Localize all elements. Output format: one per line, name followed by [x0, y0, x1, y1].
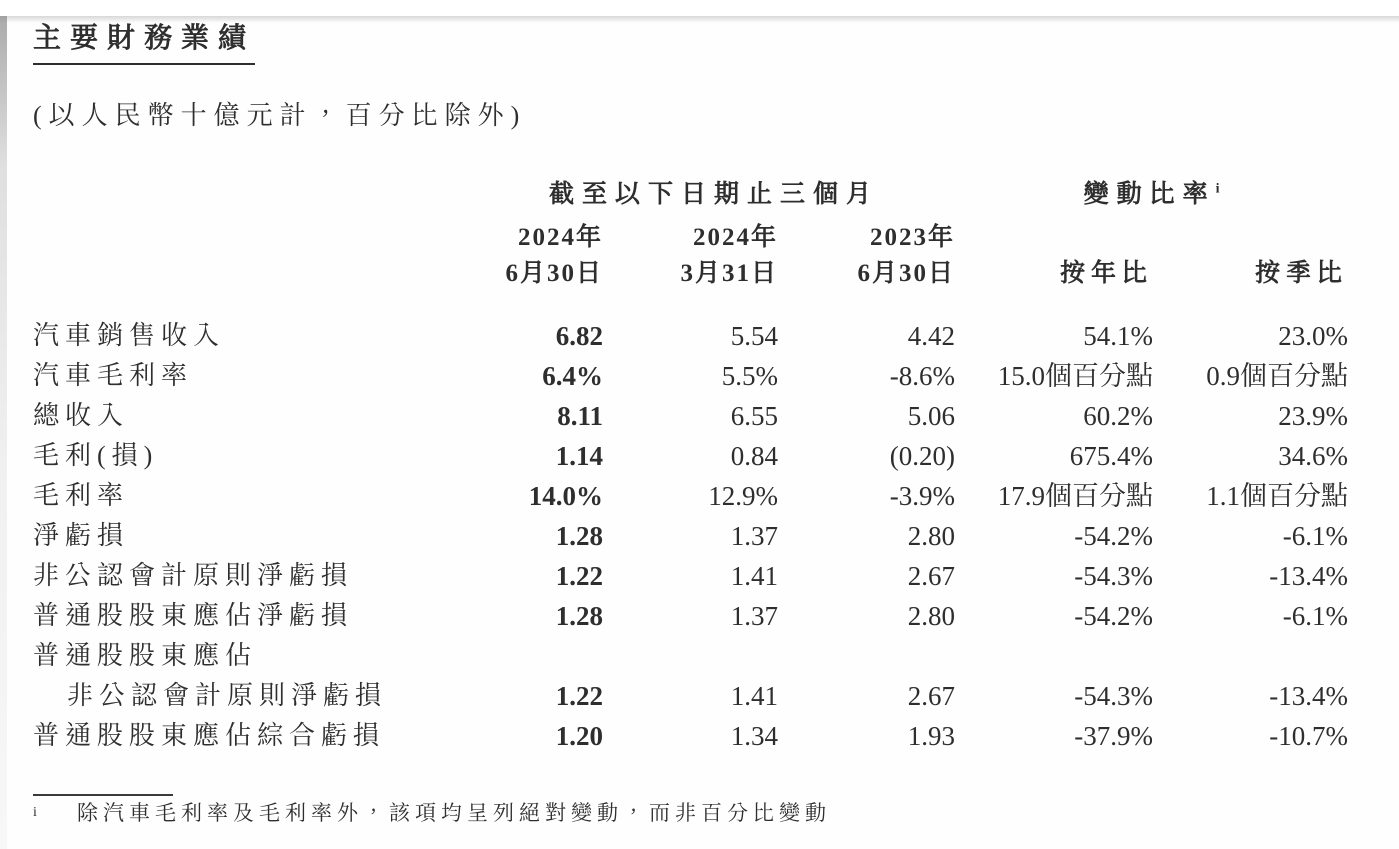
row-label: 淨虧損	[33, 521, 130, 550]
cell-prior-year: 1.93	[907, 721, 956, 751]
group-header-row	[33, 174, 1348, 210]
cell-yoy: 15.0個百分點	[997, 361, 1154, 391]
cell-prior-quarter: 1.41	[730, 561, 778, 591]
row-non-gaap-net-loss-to-ordinary-shareholders	[33, 676, 1348, 716]
page-edge-shadow-top	[0, 16, 1399, 23]
row-vehicle-sales-revenue	[33, 292, 1348, 356]
row-gross-margin	[33, 476, 1348, 516]
cell-yoy: -37.9%	[1074, 721, 1154, 751]
cell-yoy: 675.4%	[1069, 441, 1154, 471]
cell-prior-quarter: 1.34	[730, 721, 778, 751]
cell-qoq: 1.1個百分點	[1206, 481, 1349, 511]
cell-current: 1.22	[555, 681, 603, 711]
row-label: 普通股股東應佔	[33, 641, 258, 670]
cell-prior-year: 2.67	[907, 681, 956, 711]
row-label: 汽車毛利率	[33, 361, 194, 390]
cell-yoy: -54.3%	[1074, 561, 1154, 591]
cell-qoq: -6.1%	[1282, 601, 1349, 631]
page-title	[33, 16, 1399, 65]
cell-qoq: 23.9%	[1278, 401, 1349, 431]
cell-qoq: -13.4%	[1269, 681, 1349, 711]
cell-yoy: 54.1%	[1083, 321, 1154, 351]
cell-prior-quarter	[603, 636, 778, 676]
cell-yoy: 60.2%	[1083, 401, 1154, 431]
footnote-marker: i	[33, 805, 37, 820]
footnote-line	[33, 798, 1399, 828]
column-header-row	[33, 210, 1348, 292]
cell-current: 1.22	[555, 561, 603, 591]
cell-current: 6.4%	[542, 361, 603, 391]
cell-prior-quarter: 1.41	[730, 681, 778, 711]
cell-prior-year: 5.06	[907, 401, 956, 431]
change-group-header-text: 變動比率	[1083, 181, 1216, 208]
row-label: 非公認會計原則淨虧損	[67, 681, 388, 710]
cell-prior-year: -3.9%	[889, 481, 956, 511]
cell-qoq: 0.9個百分點	[1206, 361, 1349, 391]
period-group-header-text: 截至以下日期止三個月	[549, 181, 880, 208]
financial-results-table	[33, 174, 1348, 756]
cell-prior-year: 2.80	[907, 601, 956, 631]
cell-yoy: 17.9個百分點	[997, 481, 1154, 511]
cell-prior-year: (0.20)	[889, 441, 956, 471]
page-subtitle: (以人民幣十億元計，百分比除外)	[33, 101, 527, 130]
cell-current: 8.11	[557, 401, 603, 431]
cell-prior-year: 2.67	[907, 561, 956, 591]
row-net-loss-to-ordinary-shareholders	[33, 596, 1348, 636]
col-header-2024-03-31: 2024年 3月31日	[680, 224, 778, 287]
empty-header-cell	[33, 210, 473, 292]
row-label: 毛利(損)	[33, 441, 159, 470]
row-non-gaap-net-loss	[33, 556, 1348, 596]
row-label: 總收入	[33, 401, 130, 430]
cell-prior-year: 2.80	[907, 521, 956, 551]
empty-header-cell	[33, 174, 473, 210]
footnote-divider	[33, 794, 173, 796]
cell-prior-quarter: 5.5%	[721, 361, 778, 391]
col-header-2023-06-30: 2023年 6月30日	[857, 224, 956, 287]
cell-current: 1.28	[555, 521, 603, 551]
page-title-text: 主要財務業績	[33, 16, 255, 65]
cell-qoq	[1153, 636, 1348, 676]
cell-qoq: -13.4%	[1269, 561, 1349, 591]
row-vehicle-margin	[33, 356, 1348, 396]
row-comprehensive-loss-to-ordinary-shareholders	[33, 716, 1348, 756]
cell-prior-quarter: 1.37	[730, 601, 778, 631]
cell-prior-quarter: 6.55	[730, 401, 778, 431]
cell-prior-quarter: 1.37	[730, 521, 778, 551]
change-group-header	[955, 174, 1348, 210]
report-page	[0, 16, 1399, 849]
cell-yoy: -54.2%	[1074, 601, 1154, 631]
cell-prior-quarter: 0.84	[730, 441, 778, 471]
cell-qoq: 23.0%	[1278, 321, 1349, 351]
period-group-header	[473, 174, 955, 210]
cell-prior-year: 4.42	[907, 321, 956, 351]
col-header-yoy: 按年比	[1060, 260, 1154, 287]
row-net-loss	[33, 516, 1348, 556]
cell-qoq: 34.6%	[1278, 441, 1349, 471]
row-label: 汽車銷售收入	[33, 321, 226, 350]
col-header-2024-06-30: 2024年 6月30日	[505, 224, 603, 287]
footnote-text: 除汽車毛利率及毛利率外，該項均呈列絕對變動，而非百分比變動	[77, 801, 831, 825]
cell-current: 14.0%	[528, 481, 603, 511]
row-label: 普通股股東應佔淨虧損	[33, 601, 354, 630]
row-label: 毛利率	[33, 481, 130, 510]
row-total-revenue	[33, 396, 1348, 436]
cell-prior-year	[778, 636, 955, 676]
cell-current	[473, 636, 603, 676]
cell-qoq: -6.1%	[1282, 521, 1349, 551]
cell-qoq: -10.7%	[1269, 721, 1349, 751]
cell-yoy	[955, 636, 1153, 676]
cell-current: 1.20	[555, 721, 603, 751]
row-gross-profit-loss	[33, 436, 1348, 476]
cell-current: 1.14	[555, 441, 603, 471]
cell-prior-quarter: 5.54	[730, 321, 778, 351]
row-label: 普通股股東應佔綜合虧損	[33, 721, 386, 750]
page-edge-shadow-left	[0, 16, 7, 849]
footnote	[33, 794, 1399, 828]
cell-prior-year: -8.6%	[889, 361, 956, 391]
cell-current: 6.82	[555, 321, 603, 351]
cell-prior-quarter: 12.9%	[708, 481, 778, 511]
cell-yoy: -54.3%	[1074, 681, 1154, 711]
cell-yoy: -54.2%	[1074, 521, 1154, 551]
change-group-footnote-ref: i	[1215, 181, 1220, 197]
cell-current: 1.28	[555, 601, 603, 631]
col-header-qoq: 按季比	[1255, 260, 1349, 287]
row-shareholders-label-wrap	[33, 636, 1348, 676]
row-label: 非公認會計原則淨虧損	[33, 561, 354, 590]
